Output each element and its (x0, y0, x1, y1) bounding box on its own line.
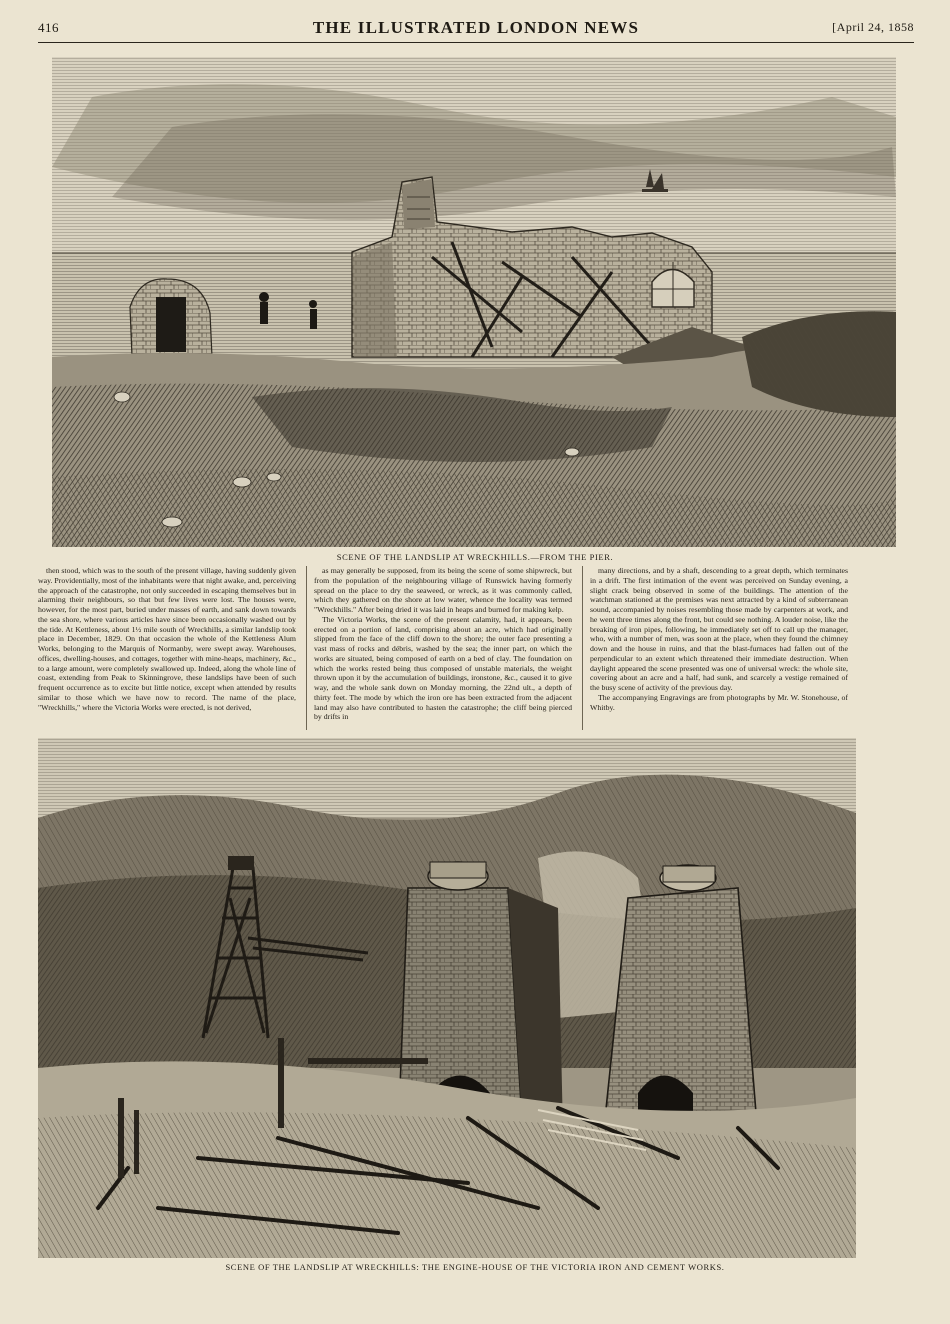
engraving-landslip-from-pier (52, 57, 896, 547)
column-paragraph: then stood, which was to the south of the present village, having suddenly given way. Providentially, most of the inhabitants were that night awake, and, perceiving the approach of the catastrophe, not only succeeded in escaping themselves but in alarming their neighbours, so that but few lives were lost. The houses were, however, for the most part, buried under masses of earth, and sank down towards the sea shore, where various articles have since been occasionally washed out by the tide. At Kettleness, about 1½ mile south of Wreckhills, a similar landslip took place in December, 1829. On that occasion the whole of the Kettleness Alum Works, belonging to the Marquis of Normanby, were swept away. Warehouses, offices, dwelling-houses, and cottages, together with mine-heaps, machinery, &c., to a large amount, were completely swallowed up. Indeed, along the whole line of coast, extending from Peak to Skinningrove, these landslips have been of such frequent occurrence as to excite but little notice, except when attended by results similar to those which we have now to record. The name of the place, "Wreckhills," where the Victoria Works were erected, is not derived, (38, 566, 296, 712)
top-engraving-caption: SCENE OF THE LANDSLIP AT WRECKHILLS.—FROM THE PIER. (336, 552, 614, 562)
column-paragraph: The accompanying Engravings are from photographs by Mr. W. Stonehouse, of Whitby. (590, 692, 848, 712)
page-number: 416 (38, 20, 59, 35)
article-column-2 (314, 566, 572, 730)
column-rule (582, 566, 583, 730)
column-paragraph: as may generally be supposed, from its being the scene of some shipwreck, but from the population of the neighbouring village of Runswick having formerly spread on the place to dry the seaweed, or wreck, as it was commonly called, which they gathered on the shore at low water, whence the locality was termed "Wreckhills." After being dried it was laid in heaps and burned for making kelp. (314, 566, 572, 614)
engraving-engine-house (38, 738, 856, 1258)
article-column-3 (590, 566, 848, 730)
page-header (38, 16, 914, 43)
issue-date: [April 24, 1858 (832, 20, 914, 34)
column-rule (306, 566, 307, 730)
article-body (38, 566, 854, 730)
column-paragraph: The Victoria Works, the scene of the present calamity, had, it appears, been erected on a portion of land, comprising about an acre, which had originally slipped from the face of the cliff down to the shore; the outer face presenting a vast mass of rocks and débris, washed by the sea; the inner part, on which the works are situated, being composed of earth on a bed of clay. The foundation on which the works rested being thus composed of unstable materials, the weight thrown upon it by the accumulation of buildings, ironstone, &c., caused it to give way, and the whole sank down on Monday morning, the 22nd ult., a depth of thirty feet. The mode by which the iron ore has been extracted from the adjacent land may also have contributed to hasten the catastrophe; the cliff being pierced by drifts in (314, 614, 572, 722)
column-paragraph: many directions, and by a shaft, descending to a great depth, which terminates in a drift. The first intimation of the event was perceived on Sunday evening, a slight crack being observed in some of the buildings. The attention of the watchman stationed at the premises was next attracted by a kind of subterranean sound, accompanied by noises resembling those made by carpenters at work, and he went three times along the front, but could see nothing. A louder noise, like the breaking of iron pipes, following, he immediately set off to call up the manager, who, with a number of men, was soon at the place, when they found the chimney down and the house in ruins, and that the blast-furnaces had fallen out of the perpendicular to an extent which threatened their immediate destruction. When daylight appeared the scene presented was one of universal wreck: the whole site, covering about an acre and a half, had sunk, and scarcely a vestige remained of the busy scene of activity of the previous day. (590, 566, 848, 692)
article-column-1 (38, 566, 296, 730)
newspaper-title: THE ILLUSTRATED LONDON NEWS (312, 18, 640, 37)
bottom-engraving-caption: SCENE OF THE LANDSLIP AT WRECKHILLS: THE ENGINE-HOUSE OF THE VICTORIA IRON AND CEMENT WORKS. (225, 1262, 725, 1272)
